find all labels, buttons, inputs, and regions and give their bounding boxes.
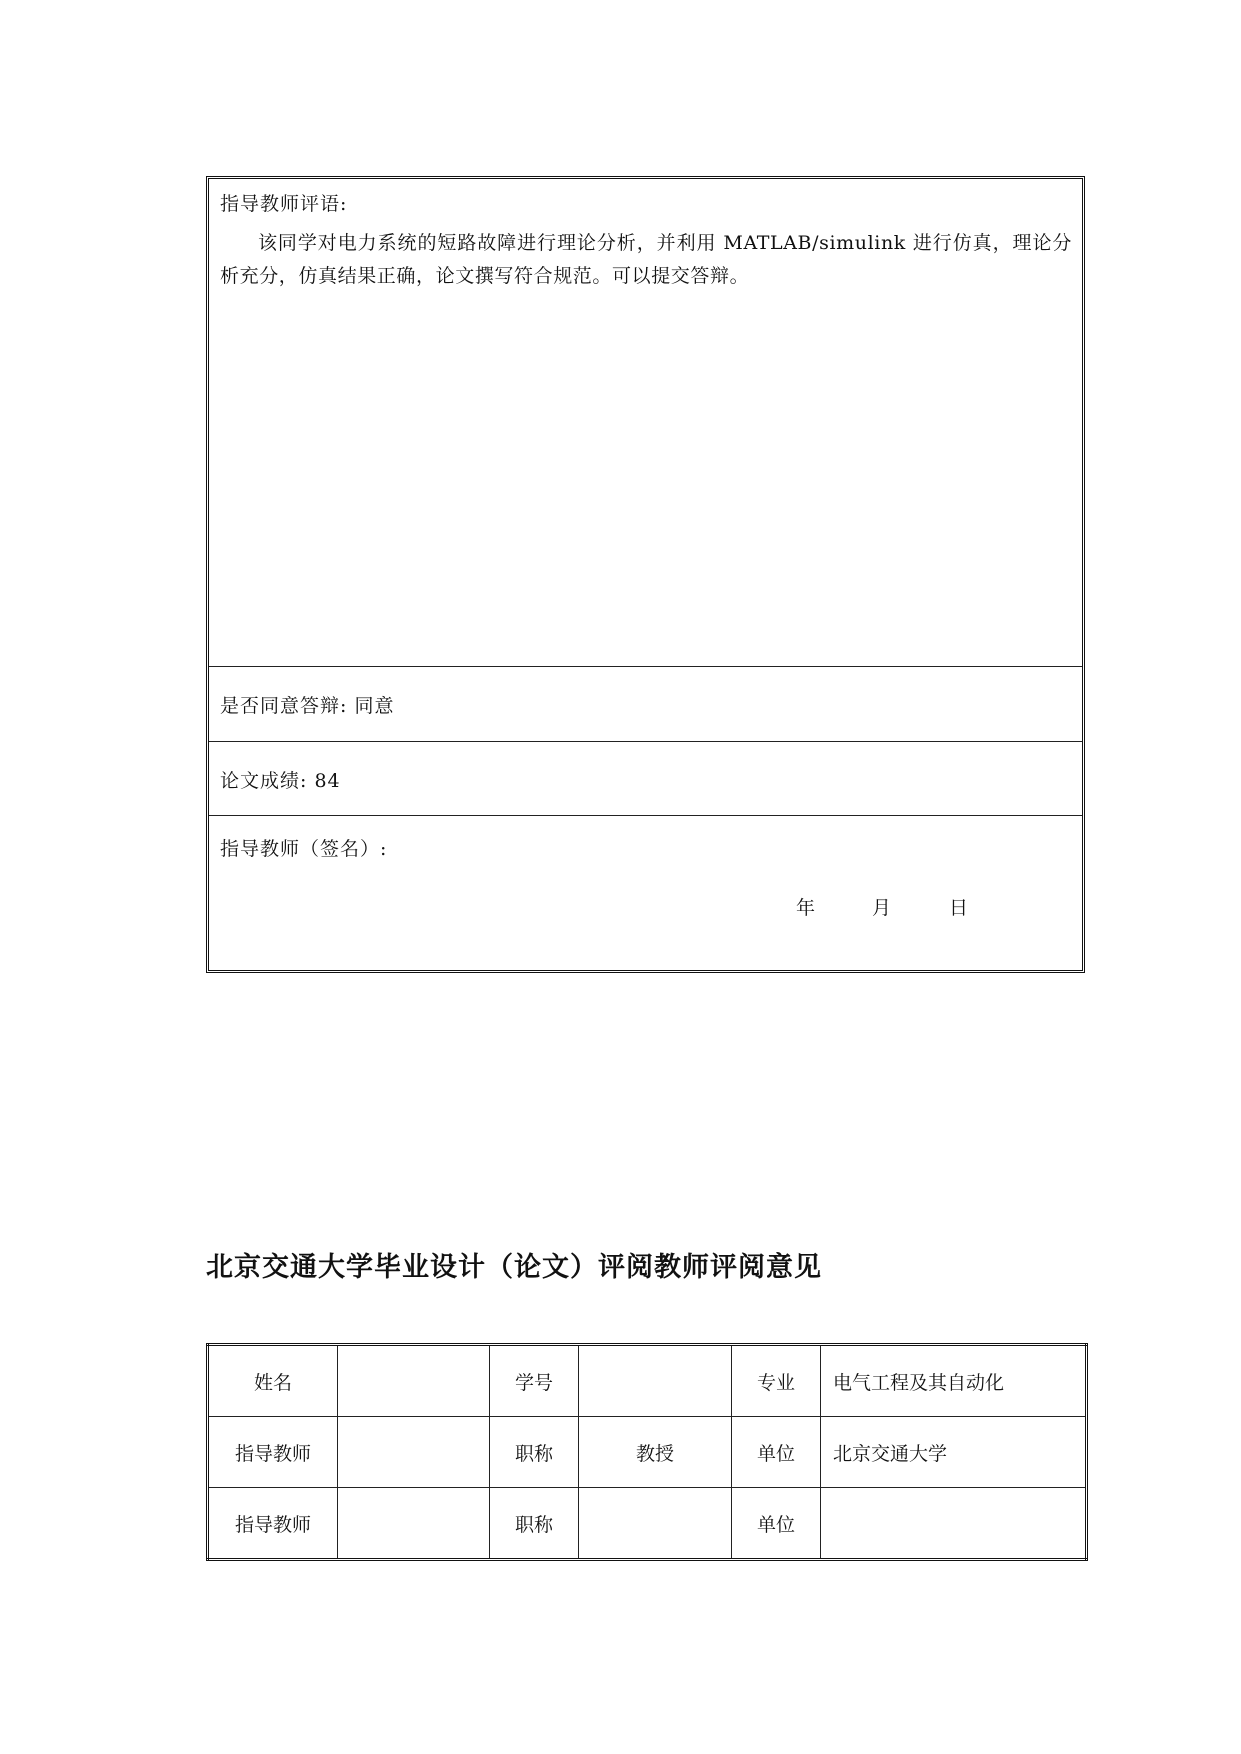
unit-value-2: [821, 1488, 1087, 1560]
title-label: 职称: [490, 1417, 579, 1488]
advisor-comment-label: 指导教师评语:: [220, 193, 348, 215]
student-id-value: [579, 1345, 732, 1417]
table-row: [208, 1345, 1087, 1417]
date-month-label: 月: [872, 897, 892, 919]
defense-agree-field: [220, 691, 394, 718]
advisor-comment-form: [206, 176, 1085, 973]
advisor-value: [338, 1417, 490, 1488]
defense-agree-label: 是否同意答辩:: [220, 695, 348, 717]
table-row: [208, 1488, 1087, 1560]
major-label: 专业: [732, 1345, 821, 1417]
table-row: [208, 1417, 1087, 1488]
signature-label: 指导教师（签名）:: [220, 838, 388, 860]
title-label-2: 职称: [490, 1488, 579, 1560]
name-label: 姓名: [208, 1345, 338, 1417]
grade-field: [220, 766, 341, 793]
unit-label: 单位: [732, 1417, 821, 1488]
grade-value: 84: [314, 770, 341, 792]
advisor-label-2: 指导教师: [208, 1488, 338, 1560]
defense-agree-row: [209, 667, 1082, 742]
advisor-comment-text: 该同学对电力系统的短路故障进行理论分析，并利用 MATLAB/simulink 进行仿真，理论分析充分，仿真结果正确，论文撰写符合规范。可以提交答辩。: [220, 232, 1072, 287]
major-value: 电气工程及其自动化: [821, 1345, 1087, 1417]
grade-label: 论文成绩:: [220, 770, 308, 792]
date-day-label: 日: [949, 897, 969, 919]
student-id-label: 学号: [490, 1345, 579, 1417]
defense-agree-value: 同意: [354, 695, 395, 717]
section-title: 北京交通大学毕业设计（论文）评阅教师评阅意见: [206, 1252, 822, 1283]
name-value: [338, 1345, 490, 1417]
signature-row: [209, 816, 1082, 970]
date-year-label: 年: [796, 897, 816, 919]
reviewer-info-table: [206, 1343, 1088, 1561]
title-value-2: [579, 1488, 732, 1560]
unit-label-2: 单位: [732, 1488, 821, 1560]
title-value: 教授: [579, 1417, 732, 1488]
advisor-comment-row: [209, 179, 1082, 667]
advisor-value-2: [338, 1488, 490, 1560]
advisor-label: 指导教师: [208, 1417, 338, 1488]
grade-row: [209, 742, 1082, 816]
unit-value: 北京交通大学: [821, 1417, 1087, 1488]
